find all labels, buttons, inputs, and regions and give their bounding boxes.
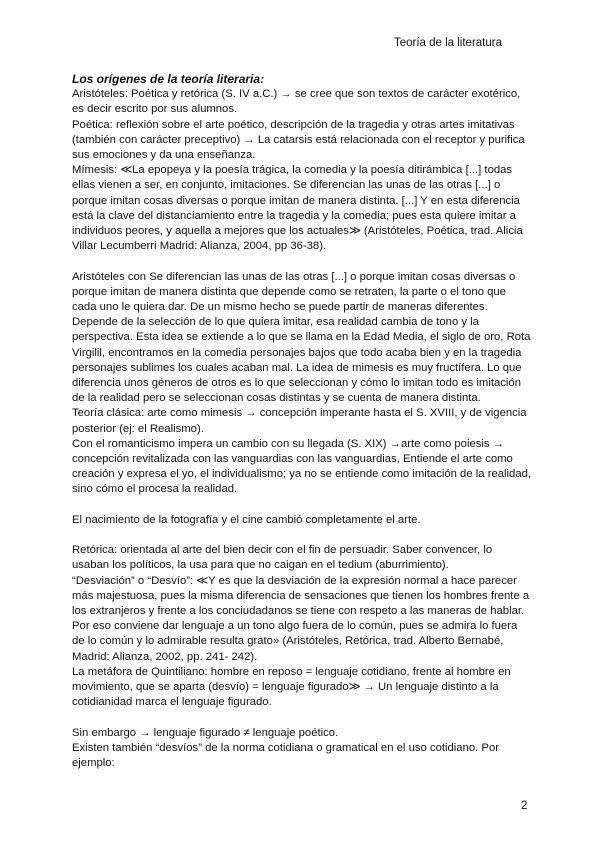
paragraph-teoria-clasica: Teoría clásica: arte como mimesis → concepción imperante hasta el S. XVIII, y de vigencia posterior (ej: el Realismo). xyxy=(72,407,527,435)
running-header: Teoría de la literatura xyxy=(393,37,502,49)
paragraph-aristoteles: Aristóteles: Poética y retórica (S. IV a.C.) → se cree que son textos de carácter exotérico, es decir escrito por sus alumnos. xyxy=(72,88,521,116)
paragraph-desvio-quote: “Desviación” o “Desvío”: ≪Y es que la desviación de la expresión normal a hace parecer más majestuosa, pues la misma diferencia de sensaciones que tienen los hombres frente a los extranjeros y frente a los conciudadanos se tiene con respeto a las maneras de hablar. Por eso conviene dar lenguaje a un tono algo fuera de lo común, pues se admira lo fuera de lo común y lo admirable resulta grato» (Aristóteles, Retórica, trad. Alberto Bernabé, Madrid: Alianza, 2002, pp. 241- 242). xyxy=(72,574,530,663)
paragraph-desvios: Existen también “desvíos” de la norma cotidiana o gramatical en el uso cotidiano. Por ejemplo: xyxy=(72,741,499,770)
section-title: Los orígenes de la teoría literaria: xyxy=(72,72,265,86)
page-number: 2 xyxy=(521,800,528,812)
paragraph-mimesis-explanation: Aristóteles con Se diferencian las unas de las otras [...] o porque imitan cosas diversas o porque imitan de manera distinta que depende como se retraten, la parte o el tono que cada uno le quiera dar. De un mismo hecho se puede partir de maneras diferentes. Depende de la selección de lo que quiera imitar, esa realidad cambia de tono y la perspectiva. Esta idea se extiende a lo que se llama en la Edad Media, el siglo de oro, Rota Virgilil, encontramos en la comedia personajes bajos que todo acaba bien y en la tragedia personajes sublimes los cuales acaban mal. La idea de mimesis es muy fructífera. Lo que diferencia unos géneros de otros es lo que seleccionan y cómo lo imitan todo es imitación de la realidad pero se seleccionan cosas distintas y se cuenta de manera distinta. xyxy=(72,270,531,405)
paragraph-poetica: Poética: reflexión sobre el arte poético, descripción de la tragedia y otras artes imitativas (también con carácter preceptivo) → La catarsis está relacionada con el receptor y purifica sus emociones y da una enseñanza. xyxy=(72,118,525,162)
paragraph-retorica: Retórica: orientada al arte del bien decir con el fin de persuadir. Saber convencer, lo usaban los políticos, la usa para que no caigan en el tedium (aburrimiento). xyxy=(72,544,493,572)
blank-line xyxy=(72,528,532,543)
paragraph-mimesis-quote: Mímesis: ≪La epopeya y la poesía trágica, la comedia y la poesía ditirámbica [...] todas ellas vienen a ser, en conjunto, imitaciones. Se diferencian las unas de las otras [...] o porque imitan cosas diversas o porque imitan de manera distinta. [...] Y en esta diferencia está la clave del distanciamiento entre la tragedia y la comedia; pues esta quiere imitar a individuos peores, y aquella a mejores que los actuales≫ (Aristóteles, Poética, trad. Alicia Villar Lecumberri Madrid: Alianza, 2004, pp 36-38). xyxy=(72,164,523,253)
blank-line xyxy=(72,498,532,513)
paragraph-sin-embargo: Sin embargo → lenguaje figurado ≠ lenguaje poético. xyxy=(72,726,339,739)
paragraph-romanticismo: Con el romanticismo impera un cambio con su llegada (S. XIX) →arte como poiesis → concepción revitalizada con las vanguardias con las vanguardias, Entiende el arte como creación y expresa el yo, el individualismo; ya no se entiende como imitación de la realidad, sino cómo el procesa la realidad. xyxy=(72,437,532,496)
blank-line xyxy=(72,254,532,269)
paragraph-fotografia: El nacimiento de la fotografía y el cine cambió completamente el arte. xyxy=(72,513,421,526)
paragraph-quintiliano: La metáfora de Quintiliano: hombre en reposo = lenguaje cotidiano, frente al hombre en movimiento, que se aparta (desvío) = lenguaje figurado≫ → Un lenguaje distinto a la cotidianidad marca el lenguaje figurado. xyxy=(72,665,511,709)
document-body xyxy=(72,72,532,771)
blank-line xyxy=(72,710,532,725)
